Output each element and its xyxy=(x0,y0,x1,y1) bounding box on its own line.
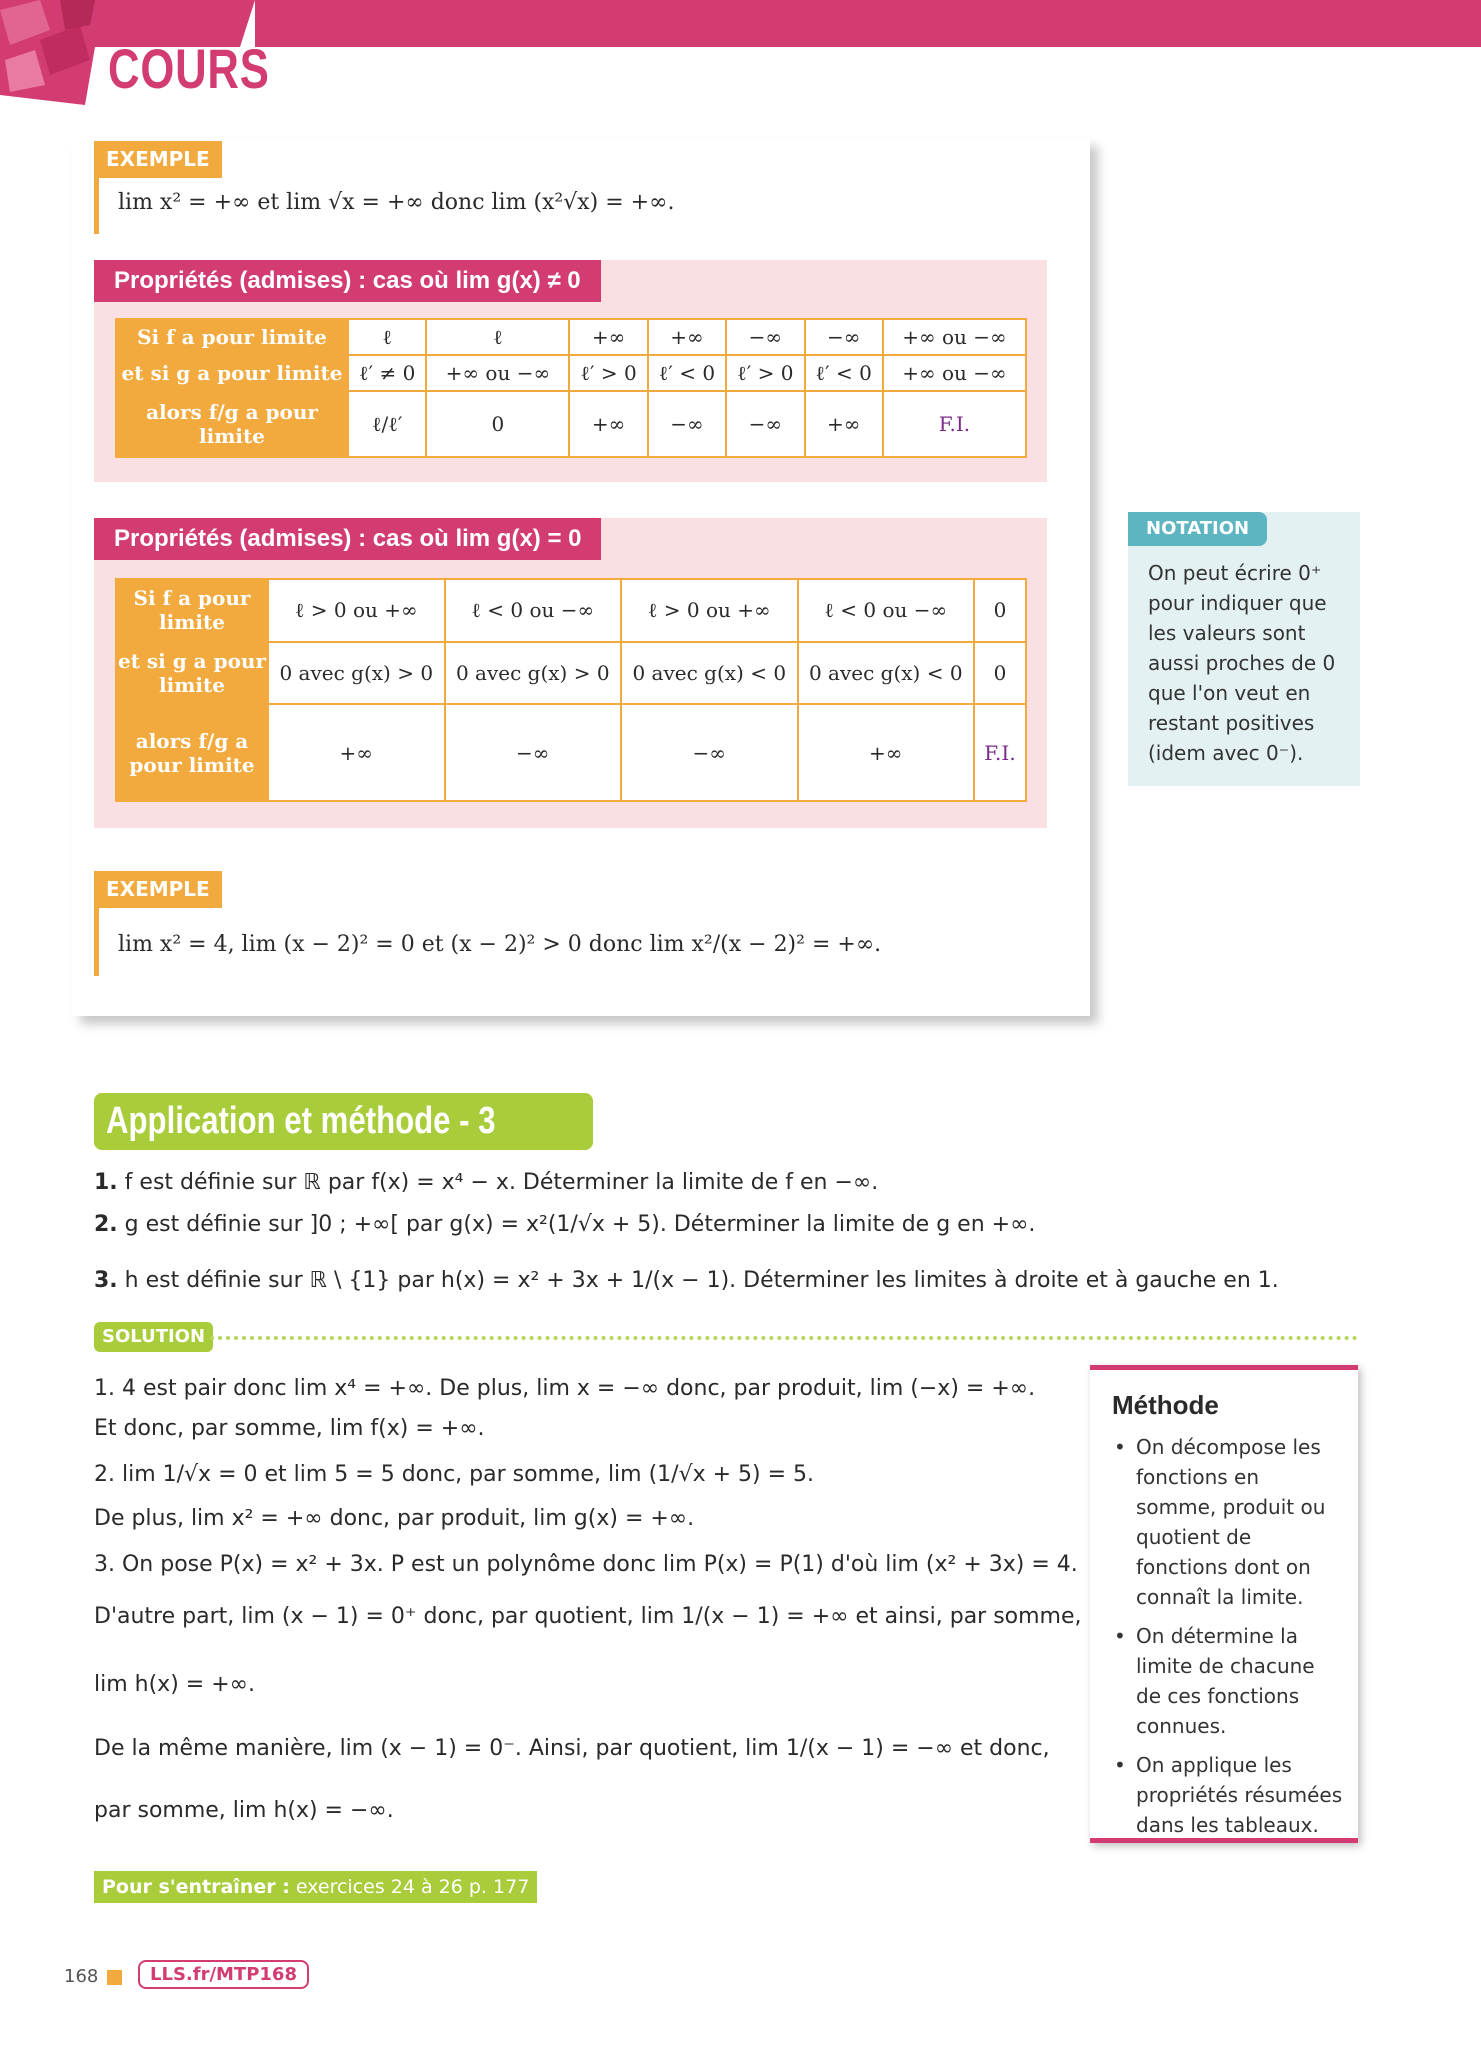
example-1-text xyxy=(118,190,1018,215)
table-cell: 0 xyxy=(974,642,1026,705)
footer-square-icon xyxy=(107,1970,122,1985)
table-cell: +∞ ou −∞ xyxy=(426,355,569,391)
application-title xyxy=(94,1093,593,1150)
table-cell: ℓ′ > 0 xyxy=(569,355,647,391)
table-cell: +∞ xyxy=(798,704,975,801)
footer-link[interactable]: LLS.fr/MTP168 xyxy=(138,1960,309,1989)
practice-link[interactable]: exercices 24 à 26 p. 177 xyxy=(295,1876,530,1898)
table-cell: ℓ/ℓ′ xyxy=(348,391,426,457)
table-cell: ℓ′ ≠ 0 xyxy=(348,355,426,391)
solution-line: Et donc, par somme, lim f(x) = +∞. xyxy=(94,1416,485,1441)
methode-list xyxy=(1112,1432,1344,1849)
table-cell: +∞ ou −∞ xyxy=(883,355,1026,391)
properties-2-table xyxy=(115,578,1027,802)
application-title-text: Application et méthode - 3 xyxy=(106,1100,496,1142)
table-cell: 0 xyxy=(974,579,1026,642)
example-tag: EXEMPLE xyxy=(94,871,222,908)
solution-tag: SOLUTION xyxy=(94,1322,213,1352)
example-2-formula: lim x² = 4, lim (x − 2)² = 0 et (x − 2)² > 0 donc lim x²/(x − 2)² = +∞. xyxy=(118,932,882,957)
notation-tag: NOTATION xyxy=(1128,512,1267,546)
table-cell: 0 avec g(x) > 0 xyxy=(268,642,445,705)
example-2-text xyxy=(118,932,1018,957)
table-cell: ℓ > 0 ou +∞ xyxy=(621,579,798,642)
solution-line: De plus, lim x² = +∞ donc, par produit, lim g(x) = +∞. xyxy=(94,1506,695,1531)
table-cell: ℓ xyxy=(348,319,426,355)
table-cell: −∞ xyxy=(445,704,622,801)
table-cell: 0 avec g(x) < 0 xyxy=(798,642,975,705)
row-header: et si g a pour limite xyxy=(116,642,268,705)
table-cell: 0 avec g(x) < 0 xyxy=(621,642,798,705)
table-cell: ℓ > 0 ou +∞ xyxy=(268,579,445,642)
question-text: f est définie sur ℝ par f(x) = x⁴ − x. Déterminer la limite de f en −∞. xyxy=(124,1170,879,1195)
table-cell: ℓ′ < 0 xyxy=(648,355,726,391)
methode-item: • On décompose les fonctions en somme, produit ou quotient de fonctions dont on connaît la limite. xyxy=(1112,1432,1344,1612)
row-header: et si g a pour limite xyxy=(116,355,348,391)
properties-1-table xyxy=(115,318,1027,458)
methode-item: • On applique les propriétés résumées dans les tableaux. xyxy=(1112,1750,1344,1840)
table-cell: F.I. xyxy=(883,391,1026,457)
example-bar xyxy=(94,908,99,976)
practice-label: Pour s'entraîner : xyxy=(102,1876,290,1898)
table-cell: +∞ xyxy=(805,391,883,457)
table-cell: F.I. xyxy=(974,704,1026,801)
table-cell: −∞ xyxy=(805,319,883,355)
solution-line: 3. On pose P(x) = x² + 3x. P est un polynôme donc lim P(x) = P(1) d'où lim (x² + 3x) = 4. xyxy=(94,1552,1078,1577)
solution-line: De la même manière, lim (x − 1) = 0⁻. Ainsi, par quotient, lim 1/(x − 1) = −∞ et donc, xyxy=(94,1736,1050,1761)
table-cell: ℓ′ < 0 xyxy=(805,355,883,391)
table-cell: −∞ xyxy=(648,391,726,457)
solution-divider xyxy=(210,1336,1358,1340)
question-number: 1. xyxy=(94,1170,118,1195)
solution-line: par somme, lim h(x) = −∞. xyxy=(94,1798,394,1823)
notation-text: On peut écrire 0⁺ pour indiquer que les valeurs sont aussi proches de 0 que l'on veut en restant positives (idem avec 0⁻). xyxy=(1148,561,1336,765)
table-cell: −∞ xyxy=(726,391,804,457)
row-header: Si f a pour limite xyxy=(116,319,348,355)
table-cell: +∞ xyxy=(569,391,647,457)
table-cell: +∞ xyxy=(648,319,726,355)
table-cell: −∞ xyxy=(726,319,804,355)
methode-title: Méthode xyxy=(1112,1390,1219,1420)
table-cell: ℓ xyxy=(426,319,569,355)
table-cell: 0 avec g(x) > 0 xyxy=(445,642,622,705)
table-cell: ℓ′ > 0 xyxy=(726,355,804,391)
question-number: 2. xyxy=(94,1212,118,1237)
properties-1-title: Propriétés (admises) : cas où lim g(x) ≠ 0 xyxy=(94,260,601,302)
table-cell: 0 xyxy=(426,391,569,457)
table-cell: +∞ ou −∞ xyxy=(883,319,1026,355)
example-tag: EXEMPLE xyxy=(94,141,222,178)
solution-line: lim h(x) = +∞. xyxy=(94,1672,255,1697)
properties-2-title: Propriétés (admises) : cas où lim g(x) = 0 xyxy=(94,518,601,560)
table-cell: +∞ xyxy=(268,704,445,801)
table-cell: ℓ < 0 ou −∞ xyxy=(798,579,975,642)
table-cell: +∞ xyxy=(569,319,647,355)
table-cell: −∞ xyxy=(621,704,798,801)
row-header: Si f a pour limite xyxy=(116,579,268,642)
example-1-formula: lim x² = +∞ et lim √x = +∞ donc lim (x²√x) = +∞. xyxy=(118,190,675,215)
page-number: 168 xyxy=(64,1966,99,1987)
question-text: h est définie sur ℝ \ {1} par h(x) = x² + 3x + 1/(x − 1). Déterminer les limites à droite et à gauche en 1. xyxy=(124,1268,1279,1293)
solution-line: D'autre part, lim (x − 1) = 0⁺ donc, par quotient, lim 1/(x − 1) = +∞ et ainsi, par somme, xyxy=(94,1604,1082,1629)
question-number: 3. xyxy=(94,1268,118,1293)
question-text: g est définie sur ]0 ; +∞[ par g(x) = x²(1/√x + 5). Déterminer la limite de g en +∞. xyxy=(124,1212,1036,1237)
header-bar xyxy=(255,0,1481,47)
section-title: COURS xyxy=(108,37,270,100)
solution-line: 2. lim 1/√x = 0 et lim 5 = 5 donc, par somme, lim (1/√x + 5) = 5. xyxy=(94,1462,815,1487)
row-header: alors f/g a pour limite xyxy=(116,391,348,457)
question-1 xyxy=(94,1170,1344,1195)
question-2 xyxy=(94,1212,1344,1237)
question-3 xyxy=(94,1268,1344,1293)
table-cell: ℓ < 0 ou −∞ xyxy=(445,579,622,642)
practice-banner[interactable] xyxy=(94,1871,537,1903)
solution-line: 1. 4 est pair donc lim x⁴ = +∞. De plus, lim x = −∞ donc, par produit, lim (−x) = +∞. xyxy=(94,1376,1036,1401)
methode-item: • On détermine la limite de chacune de ces fonctions connues. xyxy=(1112,1621,1344,1741)
row-header: alors f/g a pour limite xyxy=(116,704,268,801)
example-bar xyxy=(94,178,99,234)
